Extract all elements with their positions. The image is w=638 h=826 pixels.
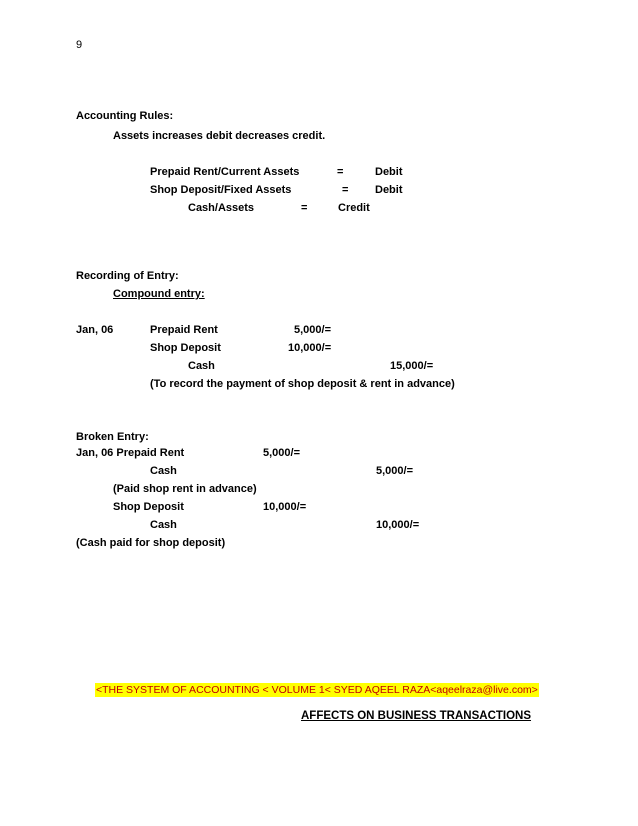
broken-entry-cash: Cash — [150, 465, 177, 477]
rule-account: Cash/Assets — [188, 202, 255, 214]
rule-effect: Debit — [375, 166, 403, 178]
broken-entry-narration: (Paid shop rent in advance) — [113, 483, 257, 495]
rule-sign: = — [337, 166, 344, 178]
entry-debit: 10,000/= — [288, 342, 332, 354]
rules-heading: Accounting Rules: — [76, 110, 174, 122]
broken-entry-debit: 5,000/= — [263, 447, 301, 459]
rules-statement: Assets increases debit decreases credit. — [113, 130, 326, 142]
entry-narration: (To record the payment of shop deposit & rent in advance) — [150, 378, 455, 390]
broken-entry-credit: 10,000/= — [376, 519, 420, 531]
rule-effect: Credit — [338, 202, 370, 214]
entry-debit: 5,000/= — [294, 324, 332, 336]
broken-entry-debit: 10,000/= — [263, 501, 307, 513]
entry-date: Jan, 06 — [76, 324, 114, 336]
entry-account: Cash — [188, 360, 215, 372]
rule-account: Prepaid Rent/Current Assets — [150, 166, 300, 178]
rule-account: Shop Deposit/Fixed Assets — [150, 184, 292, 196]
broken-entry-cash: Cash — [150, 519, 177, 531]
compound-entry-heading: Compound entry: — [113, 288, 205, 300]
entry-credit: 15,000/= — [390, 360, 434, 372]
entry-account: Shop Deposit — [150, 342, 221, 354]
entry-account: Prepaid Rent — [150, 324, 218, 336]
footer-title: AFFECTS ON BUSINESS TRANSACTIONS — [301, 710, 532, 722]
rule-sign: = — [342, 184, 349, 196]
recording-heading: Recording of Entry: — [76, 270, 179, 282]
footer-banner: <THE SYSTEM OF ACCOUNTING < VOLUME 1< SYED AQEEL RAZA<aqeelraza@live.com> — [96, 684, 538, 696]
rule-effect: Debit — [375, 184, 403, 196]
rule-sign: = — [301, 202, 308, 214]
broken-entry-heading: Broken Entry: — [76, 431, 149, 443]
broken-entry-narration: (Cash paid for shop deposit) — [76, 537, 226, 549]
broken-entry-account: Shop Deposit — [113, 501, 184, 513]
broken-entry-credit: 5,000/= — [376, 465, 414, 477]
page-number: 9 — [76, 39, 83, 51]
broken-entry-first-line: Jan, 06 Prepaid Rent — [76, 447, 185, 459]
